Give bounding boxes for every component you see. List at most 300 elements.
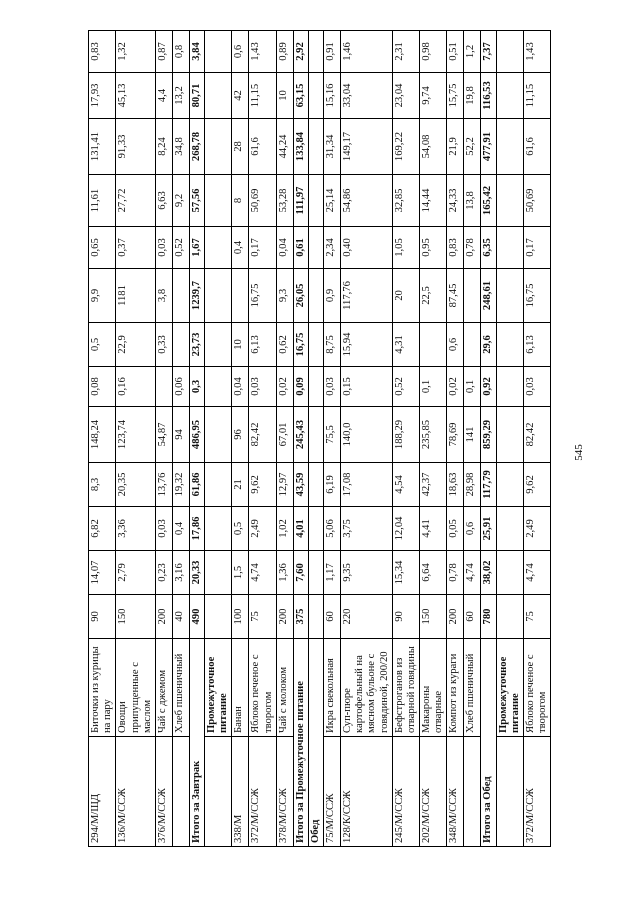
value-cell — [308, 119, 323, 175]
value-cell: 28,98 — [464, 463, 481, 507]
dish-name: Суп-пюре картофельный на мясном бульоне с говядиной, 200/20 — [341, 639, 393, 737]
value-cell: 1,46 — [341, 31, 393, 73]
value-cell — [308, 73, 323, 119]
value-cell: 2,34 — [324, 227, 341, 269]
total-row — [481, 31, 496, 847]
total-row — [293, 31, 308, 847]
total-label: Итого за Завтрак — [189, 639, 204, 847]
value-cell: 375 — [293, 595, 308, 639]
value-cell: 14,07 — [89, 551, 116, 595]
value-cell — [496, 595, 523, 639]
value-cell: 0,5 — [232, 507, 249, 551]
value-cell — [496, 507, 523, 551]
value-cell: 0,05 — [447, 507, 464, 551]
value-cell: 0,78 — [464, 227, 481, 269]
value-cell: 235,85 — [420, 407, 447, 463]
value-cell: 268,78 — [189, 119, 204, 175]
value-cell: 54,87 — [155, 407, 172, 463]
value-cell: 8,75 — [324, 323, 341, 367]
recipe-code: 378/М/ССЖ — [276, 737, 293, 847]
value-cell: 32,85 — [392, 175, 419, 227]
section-label: Обед — [308, 639, 323, 847]
value-cell — [308, 31, 323, 73]
table-row — [155, 31, 172, 847]
value-cell: 15,34 — [392, 551, 419, 595]
value-cell: 87,45 — [447, 269, 464, 323]
value-cell: 60 — [324, 595, 341, 639]
value-cell — [205, 463, 232, 507]
page-number: 545 — [573, 444, 585, 461]
value-cell: 0,89 — [276, 31, 293, 73]
value-cell: 0,04 — [232, 367, 249, 407]
value-cell: 11,61 — [89, 175, 116, 227]
table-row — [232, 31, 249, 847]
value-cell: 4,74 — [249, 551, 276, 595]
value-cell: 23,04 — [392, 73, 419, 119]
value-cell: 0,8 — [172, 31, 189, 73]
value-cell: 8,3 — [89, 463, 116, 507]
value-cell: 12,97 — [276, 463, 293, 507]
value-cell: 0,3 — [189, 367, 204, 407]
value-cell: 40 — [172, 595, 189, 639]
section-row — [205, 31, 232, 847]
value-cell: 28 — [232, 119, 249, 175]
dish-name: Яблоко печеное с творогом — [523, 639, 550, 737]
value-cell: 6,19 — [324, 463, 341, 507]
value-cell: 0,06 — [172, 367, 189, 407]
value-cell: 26,05 — [293, 269, 308, 323]
dish-name: Бефстроганов из отварной говядины — [392, 639, 419, 737]
value-cell: 96 — [232, 407, 249, 463]
value-cell: 6,35 — [481, 227, 496, 269]
value-cell: 780 — [481, 595, 496, 639]
value-cell: 16,75 — [249, 269, 276, 323]
value-cell: 0,87 — [155, 31, 172, 73]
value-cell: 6,13 — [249, 323, 276, 367]
value-cell: 8,24 — [155, 119, 172, 175]
value-cell: 131,41 — [89, 119, 116, 175]
value-cell: 16,75 — [523, 269, 550, 323]
value-cell: 0,61 — [293, 227, 308, 269]
value-cell: 61,6 — [523, 119, 550, 175]
value-cell — [464, 323, 481, 367]
total-row — [189, 31, 204, 847]
table-row — [116, 31, 156, 847]
value-cell: 3,84 — [189, 31, 204, 73]
dish-name: Чай с джемом — [155, 639, 172, 737]
value-cell: 0,6 — [464, 507, 481, 551]
value-cell: 0,95 — [420, 227, 447, 269]
value-cell: 19,8 — [464, 73, 481, 119]
value-cell: 4,4 — [155, 73, 172, 119]
value-cell: 0,9 — [324, 269, 341, 323]
value-cell — [496, 269, 523, 323]
value-cell: 1239,7 — [189, 269, 204, 323]
value-cell: 0,04 — [276, 227, 293, 269]
value-cell: 117,79 — [481, 463, 496, 507]
dish-name: Банан — [232, 639, 249, 737]
value-cell — [205, 269, 232, 323]
recipe-code: 372/М/ССЖ — [249, 737, 276, 847]
value-cell — [496, 175, 523, 227]
value-cell: 53,28 — [276, 175, 293, 227]
value-cell: 150 — [420, 595, 447, 639]
value-cell: 0,37 — [116, 227, 156, 269]
value-cell: 25,14 — [324, 175, 341, 227]
value-cell: 1,02 — [276, 507, 293, 551]
value-cell: 27,72 — [116, 175, 156, 227]
value-cell: 2,49 — [523, 507, 550, 551]
value-cell: 1,67 — [189, 227, 204, 269]
value-cell: 9,35 — [341, 551, 393, 595]
value-cell: 188,29 — [392, 407, 419, 463]
value-cell — [420, 323, 447, 367]
dish-name: Хлеб пшеничный — [464, 639, 481, 737]
recipe-code: 136/М/ССЖ — [116, 737, 156, 847]
value-cell: 0,83 — [89, 31, 116, 73]
value-cell: 42,37 — [420, 463, 447, 507]
table-row — [392, 31, 419, 847]
value-cell: 486,95 — [189, 407, 204, 463]
recipe-code: 372/М/ССЖ — [523, 737, 550, 847]
value-cell: 0,03 — [155, 507, 172, 551]
value-cell: 43,59 — [293, 463, 308, 507]
value-cell: 22,9 — [116, 323, 156, 367]
recipe-code: 202/М/ССЖ — [420, 737, 447, 847]
value-cell: 13,76 — [155, 463, 172, 507]
value-cell: 45,13 — [116, 73, 156, 119]
value-cell: 20,33 — [189, 551, 204, 595]
value-cell: 0,03 — [155, 227, 172, 269]
value-cell: 0,83 — [447, 227, 464, 269]
dish-name: Хлеб пшеничный — [172, 639, 189, 737]
table-row — [249, 31, 276, 847]
table-row — [341, 31, 393, 847]
value-cell: 0,17 — [523, 227, 550, 269]
value-cell: 0,15 — [341, 367, 393, 407]
value-cell: 0,03 — [523, 367, 550, 407]
value-cell: 25,91 — [481, 507, 496, 551]
value-cell: 0,4 — [172, 507, 189, 551]
value-cell: 60 — [464, 595, 481, 639]
dish-name: Биточки из курицы на пару — [89, 639, 116, 737]
value-cell — [205, 367, 232, 407]
value-cell: 3,8 — [155, 269, 172, 323]
value-cell: 10 — [232, 323, 249, 367]
value-cell — [172, 323, 189, 367]
value-cell — [496, 227, 523, 269]
value-cell: 21,9 — [447, 119, 464, 175]
dish-name: Икра свекольная — [324, 639, 341, 737]
value-cell: 17,08 — [341, 463, 393, 507]
value-cell — [308, 175, 323, 227]
section-row — [308, 31, 323, 847]
value-cell — [205, 227, 232, 269]
value-cell: 3,75 — [341, 507, 393, 551]
value-cell: 2,31 — [392, 31, 419, 73]
value-cell: 20,35 — [116, 463, 156, 507]
value-cell: 0,6 — [447, 323, 464, 367]
value-cell: 91,33 — [116, 119, 156, 175]
value-cell: 248,61 — [481, 269, 496, 323]
value-cell: 2,79 — [116, 551, 156, 595]
value-cell: 9,62 — [249, 463, 276, 507]
table-row — [523, 31, 550, 847]
value-cell: 44,24 — [276, 119, 293, 175]
value-cell: 490 — [189, 595, 204, 639]
value-cell: 82,42 — [523, 407, 550, 463]
value-cell: 0,98 — [420, 31, 447, 73]
value-cell: 11,15 — [249, 73, 276, 119]
value-cell: 6,13 — [523, 323, 550, 367]
value-cell — [496, 407, 523, 463]
value-cell — [155, 367, 172, 407]
value-cell: 0,6 — [232, 31, 249, 73]
value-cell — [308, 463, 323, 507]
value-cell — [464, 269, 481, 323]
table-row — [89, 31, 116, 847]
value-cell: 0,33 — [155, 323, 172, 367]
value-cell: 17,86 — [189, 507, 204, 551]
value-cell: 94 — [172, 407, 189, 463]
value-cell: 33,04 — [341, 73, 393, 119]
value-cell: 4,54 — [392, 463, 419, 507]
value-cell: 0,16 — [116, 367, 156, 407]
value-cell: 13,8 — [464, 175, 481, 227]
value-cell: 14,44 — [420, 175, 447, 227]
value-cell — [308, 407, 323, 463]
value-cell: 9,9 — [89, 269, 116, 323]
value-cell: 4,74 — [464, 551, 481, 595]
value-cell: 23,73 — [189, 323, 204, 367]
value-cell — [496, 73, 523, 119]
value-cell: 245,43 — [293, 407, 308, 463]
table-row — [276, 31, 293, 847]
value-cell: 0,92 — [481, 367, 496, 407]
value-cell: 117,76 — [341, 269, 393, 323]
value-cell: 15,75 — [447, 73, 464, 119]
value-cell: 54,86 — [341, 175, 393, 227]
value-cell: 4,01 — [293, 507, 308, 551]
value-cell: 220 — [341, 595, 393, 639]
value-cell: 0,03 — [249, 367, 276, 407]
recipe-code: 338/М — [232, 737, 249, 847]
value-cell: 67,01 — [276, 407, 293, 463]
value-cell: 141 — [464, 407, 481, 463]
value-cell: 1,2 — [464, 31, 481, 73]
value-cell: 61,6 — [249, 119, 276, 175]
value-cell: 4,41 — [420, 507, 447, 551]
value-cell: 75 — [249, 595, 276, 639]
value-cell: 1181 — [116, 269, 156, 323]
value-cell: 15,94 — [341, 323, 393, 367]
section-label: Промежуточное питание — [205, 639, 232, 737]
recipe-code — [464, 737, 481, 847]
value-cell: 0,62 — [276, 323, 293, 367]
value-cell: 29,6 — [481, 323, 496, 367]
dish-name: Макароны отварные — [420, 639, 447, 737]
value-cell: 0,17 — [249, 227, 276, 269]
nutrition-table — [88, 30, 551, 847]
value-cell: 0,1 — [420, 367, 447, 407]
recipe-code — [172, 737, 189, 847]
dish-name: Яблоко печеное с творогом — [249, 639, 276, 737]
value-cell — [172, 269, 189, 323]
value-cell: 7,37 — [481, 31, 496, 73]
dish-name: Чай с молоком — [276, 639, 293, 737]
value-cell — [496, 119, 523, 175]
value-cell: 0,03 — [324, 367, 341, 407]
value-cell: 61,86 — [189, 463, 204, 507]
recipe-code: 294/М/ЩД — [89, 737, 116, 847]
value-cell: 10 — [276, 73, 293, 119]
value-cell: 13,2 — [172, 73, 189, 119]
section-row — [496, 31, 523, 847]
value-cell: 0,51 — [447, 31, 464, 73]
value-cell: 477,91 — [481, 119, 496, 175]
value-cell — [496, 31, 523, 73]
value-cell: 9,2 — [172, 175, 189, 227]
value-cell: 150 — [116, 595, 156, 639]
value-cell: 111,97 — [293, 175, 308, 227]
value-cell: 16,75 — [293, 323, 308, 367]
value-cell: 57,56 — [189, 175, 204, 227]
recipe-code — [205, 737, 232, 847]
value-cell: 0,40 — [341, 227, 393, 269]
value-cell: 1,05 — [392, 227, 419, 269]
table-row — [172, 31, 189, 847]
value-cell: 148,24 — [89, 407, 116, 463]
dish-name: Компот из кураги — [447, 639, 464, 737]
value-cell — [308, 323, 323, 367]
recipe-code: 245/М/ССЖ — [392, 737, 419, 847]
value-cell: 133,84 — [293, 119, 308, 175]
recipe-code: 75/М/ССЖ — [324, 737, 341, 847]
value-cell — [232, 269, 249, 323]
table-row — [464, 31, 481, 847]
table-row — [324, 31, 341, 847]
value-cell: 149,17 — [341, 119, 393, 175]
value-cell: 8 — [232, 175, 249, 227]
recipe-code: 376/М/ССЖ — [155, 737, 172, 847]
value-cell: 1,17 — [324, 551, 341, 595]
value-cell: 0,5 — [89, 323, 116, 367]
value-cell: 19,32 — [172, 463, 189, 507]
value-cell — [496, 551, 523, 595]
value-cell: 0,02 — [276, 367, 293, 407]
value-cell: 6,64 — [420, 551, 447, 595]
recipe-code — [496, 737, 523, 847]
value-cell: 0,02 — [447, 367, 464, 407]
value-cell — [205, 551, 232, 595]
value-cell: 0,09 — [293, 367, 308, 407]
value-cell: 4,31 — [392, 323, 419, 367]
value-cell: 116,53 — [481, 73, 496, 119]
total-label: Итого за Промежуточное питание — [293, 639, 308, 847]
value-cell: 100 — [232, 595, 249, 639]
dish-name: Овощи припущенные с маслом — [116, 639, 156, 737]
value-cell: 859,29 — [481, 407, 496, 463]
value-cell — [205, 507, 232, 551]
value-cell: 54,08 — [420, 119, 447, 175]
value-cell: 24,33 — [447, 175, 464, 227]
value-cell: 7,60 — [293, 551, 308, 595]
value-cell: 12,04 — [392, 507, 419, 551]
value-cell: 31,34 — [324, 119, 341, 175]
value-cell — [205, 175, 232, 227]
value-cell — [308, 595, 323, 639]
value-cell: 75,5 — [324, 407, 341, 463]
value-cell: 11,15 — [523, 73, 550, 119]
value-cell: 22,5 — [420, 269, 447, 323]
value-cell: 123,74 — [116, 407, 156, 463]
value-cell: 34,8 — [172, 119, 189, 175]
value-cell: 42 — [232, 73, 249, 119]
section-label: Промежуточное питание — [496, 639, 523, 737]
recipe-code: 128/К/ССЖ — [341, 737, 393, 847]
value-cell — [308, 227, 323, 269]
value-cell: 38,02 — [481, 551, 496, 595]
value-cell: 50,69 — [523, 175, 550, 227]
value-cell — [308, 367, 323, 407]
value-cell: 1,36 — [276, 551, 293, 595]
table-row — [420, 31, 447, 847]
value-cell: 90 — [392, 595, 419, 639]
value-cell: 9,74 — [420, 73, 447, 119]
value-cell: 200 — [447, 595, 464, 639]
value-cell — [205, 407, 232, 463]
total-label: Итого за Обед — [481, 639, 496, 847]
value-cell: 82,42 — [249, 407, 276, 463]
value-cell: 1,43 — [249, 31, 276, 73]
value-cell: 0,1 — [464, 367, 481, 407]
value-cell — [205, 595, 232, 639]
value-cell: 15,16 — [324, 73, 341, 119]
value-cell — [205, 119, 232, 175]
value-cell: 200 — [155, 595, 172, 639]
value-cell: 3,16 — [172, 551, 189, 595]
value-cell: 1,5 — [232, 551, 249, 595]
value-cell: 0,65 — [89, 227, 116, 269]
value-cell: 18,63 — [447, 463, 464, 507]
value-cell: 63,15 — [293, 73, 308, 119]
value-cell — [205, 73, 232, 119]
value-cell: 5,06 — [324, 507, 341, 551]
value-cell: 6,63 — [155, 175, 172, 227]
value-cell: 0,23 — [155, 551, 172, 595]
value-cell: 9,62 — [523, 463, 550, 507]
value-cell — [496, 323, 523, 367]
table-row — [447, 31, 464, 847]
value-cell — [308, 551, 323, 595]
value-cell: 78,69 — [447, 407, 464, 463]
value-cell: 0,52 — [392, 367, 419, 407]
value-cell: 9,3 — [276, 269, 293, 323]
value-cell: 21 — [232, 463, 249, 507]
value-cell — [205, 31, 232, 73]
value-cell: 50,69 — [249, 175, 276, 227]
value-cell: 0,52 — [172, 227, 189, 269]
value-cell: 2,92 — [293, 31, 308, 73]
value-cell: 52,2 — [464, 119, 481, 175]
value-cell: 17,93 — [89, 73, 116, 119]
value-cell: 1,32 — [116, 31, 156, 73]
value-cell: 200 — [276, 595, 293, 639]
value-cell: 165,42 — [481, 175, 496, 227]
value-cell: 3,36 — [116, 507, 156, 551]
value-cell: 0,78 — [447, 551, 464, 595]
value-cell: 6,82 — [89, 507, 116, 551]
